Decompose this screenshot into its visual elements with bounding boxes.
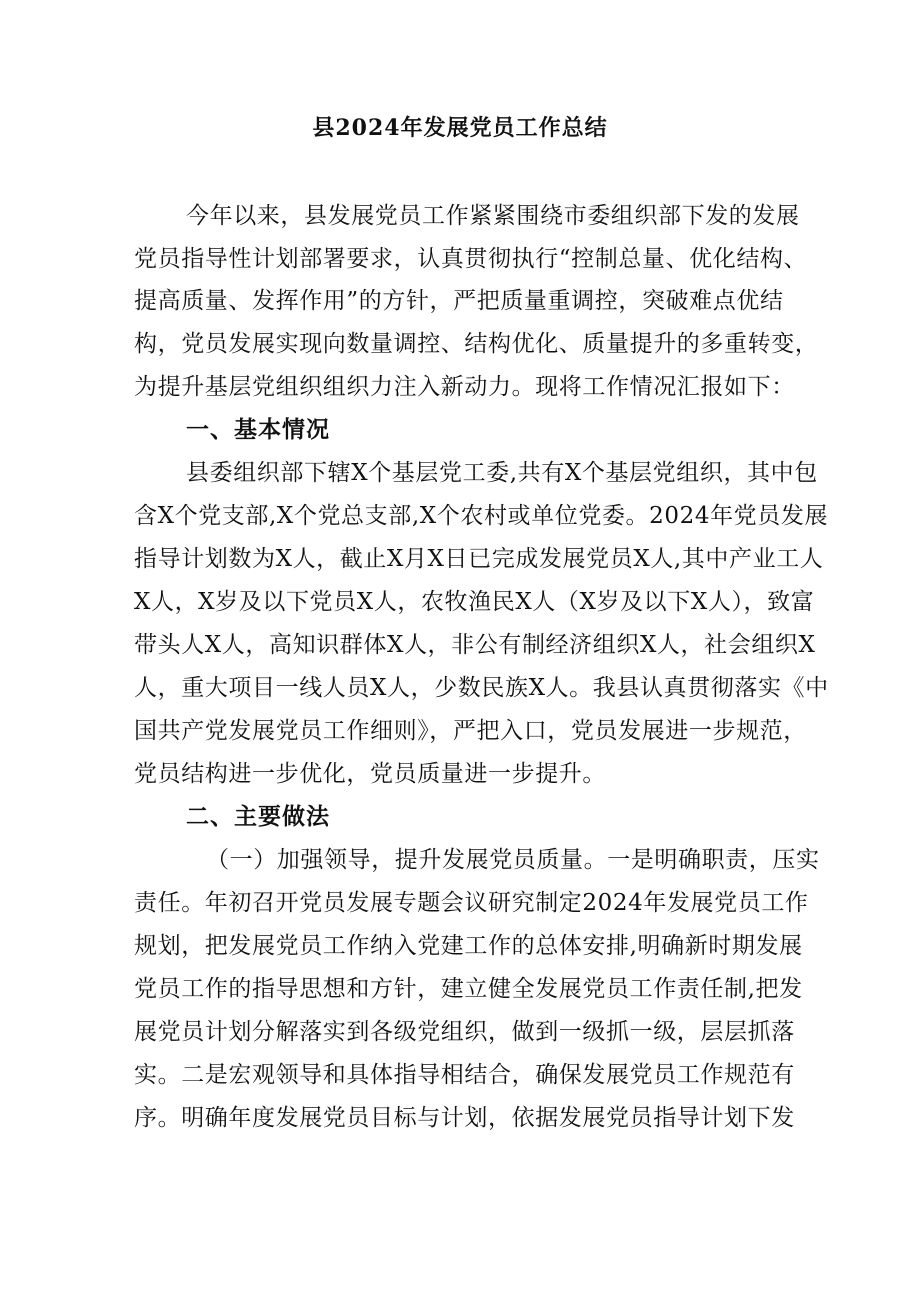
intro-line: 提高质量、发挥作用”的方针，严把质量重调控，突破难点优结: [134, 288, 784, 314]
intro-line: 党员指导性计划部署要求，认真贯彻执行“控制总量、优化结构、: [134, 246, 808, 272]
body-line: （一）加强领导，提升发展党员质量。一是明确职责，压实: [206, 847, 820, 873]
body-line: 党员结构进一步优化，党员质量进一步提升。: [134, 761, 606, 787]
body-line: 含X个党支部,X个党总支部,X个农村或单位党委。2024年党员发展: [134, 503, 829, 529]
intro-line: 为提升基层党组织组织力注入新动力。现将工作情况汇报如下：: [134, 374, 795, 400]
body-line: 党员工作的指导思想和方针，建立健全发展党员工作责任制,把发: [134, 976, 803, 1002]
body-line: 国共产党发展党员工作细则》，严把入口，党员发展进一步规范，: [134, 718, 807, 744]
body-line: 展党员计划分解落实到各级党组织，做到一级抓一级，层层抓落: [134, 1019, 795, 1045]
document-title: 县2024年发展党员工作总结: [312, 115, 608, 141]
intro-line: 今年以来，县发展党员工作紧紧围绕市委组织部下发的发展: [186, 203, 800, 229]
body-line: 序。明确年度发展党员目标与计划，依据发展党员指导计划下发: [134, 1105, 795, 1131]
body-line: 责任。年初召开党员发展专题会议研究制定2024年发展党员工作: [134, 890, 809, 916]
section-heading: 一、基本情况: [186, 416, 330, 443]
body-line: X人，X岁及以下党员X人，农牧渔民X人（X岁及以下X人），致富: [134, 589, 815, 615]
intro-line: 构，党员发展实现向数量调控、结构优化、质量提升的多重转变，: [134, 331, 819, 357]
body-line: 指导计划数为X人，截止X月X日已完成发展党员X人,其中产业工人: [134, 546, 824, 572]
section-heading: 二、主要做法: [186, 803, 330, 830]
body-line: 规划，把发展党员工作纳入党建工作的总体安排,明确新时期发展: [134, 933, 803, 959]
body-line: 实。二是宏观领导和具体指导相结合，确保发展党员工作规范有: [134, 1062, 795, 1088]
body-line: 带头人X人，高知识群体X人，非公有制经济组织X人，社会组织X: [134, 632, 816, 658]
body-line: 人，重大项目一线人员X人，少数民族X人。我县认真贯彻落实《中: [134, 675, 829, 701]
body-line: 县委组织部下辖X个基层党工委,共有X个基层党组织，其中包: [186, 460, 818, 486]
